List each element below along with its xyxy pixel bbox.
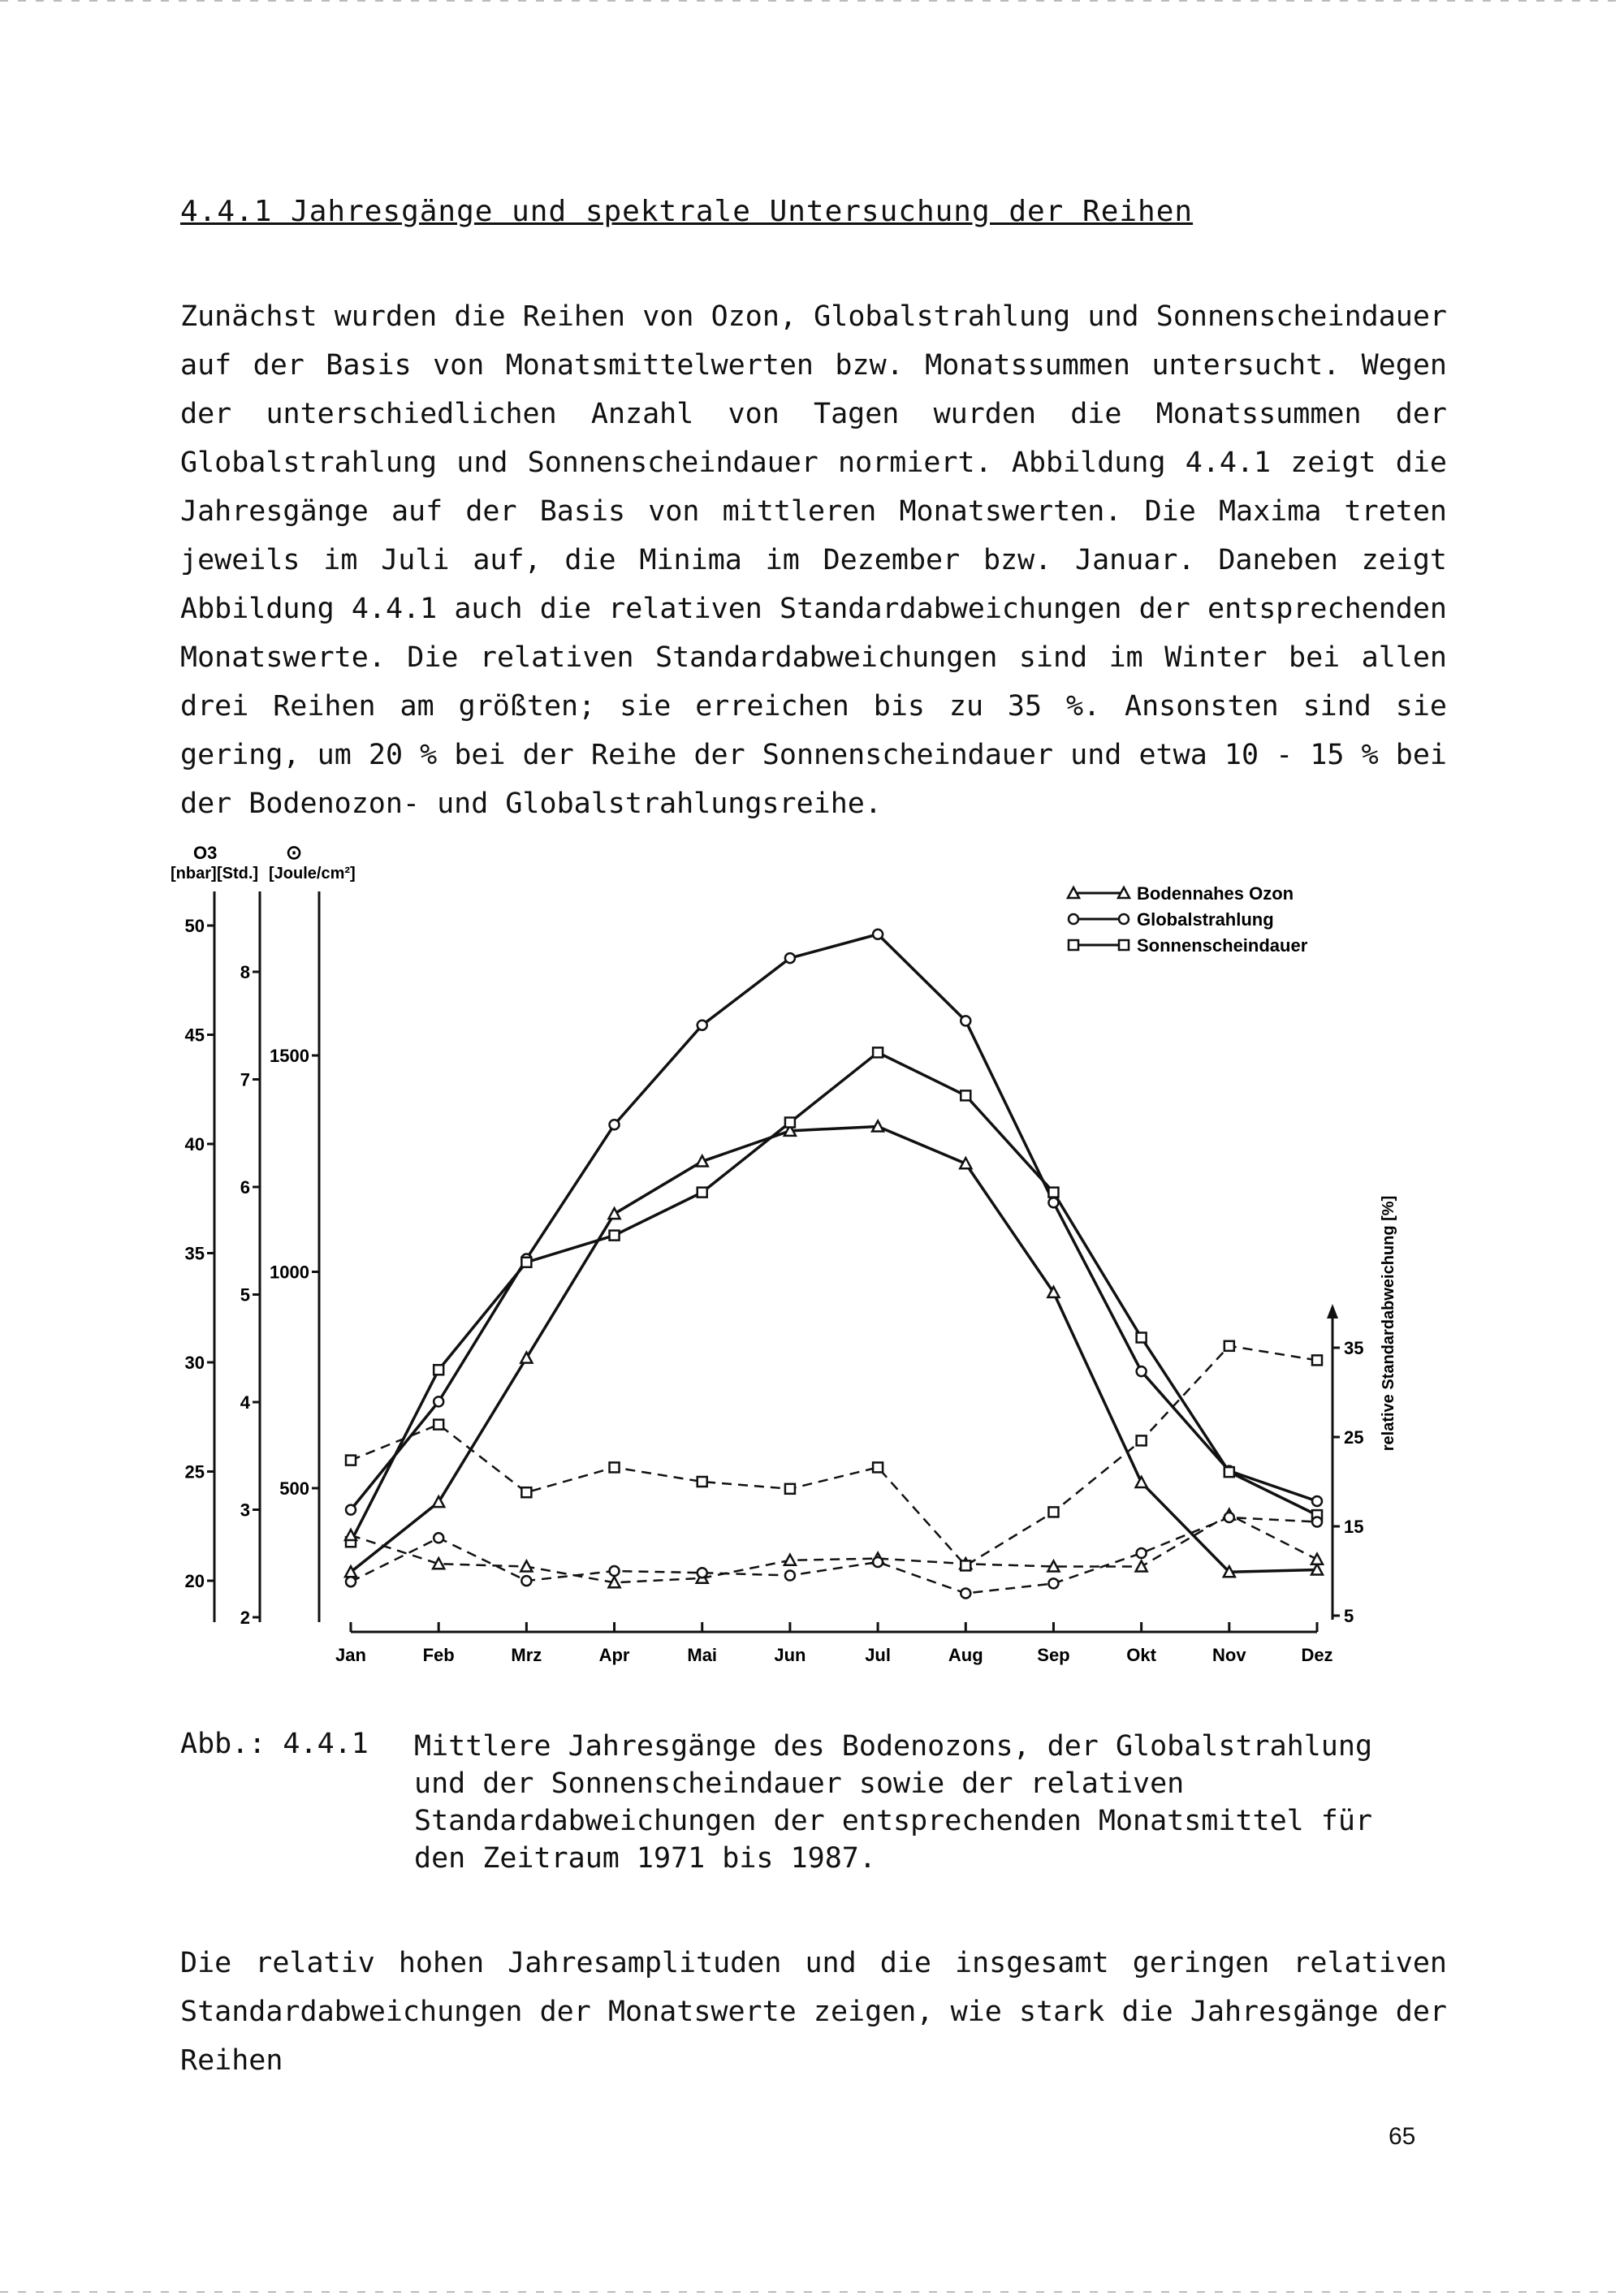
paragraph-continuation: Die relativ hohen Jahresamplituden und die insgesamt geringen relativen Standardabweichungen der Monatswerte zeigen, wie stark die Jahresgänge der Reihen — [180, 1947, 1447, 2077]
data-point — [873, 1557, 883, 1567]
data-point — [784, 1555, 796, 1565]
legend-marker — [1069, 940, 1078, 950]
legend — [1068, 883, 1308, 956]
month-tick-label: Aug — [948, 1645, 983, 1665]
data-point — [521, 1487, 531, 1497]
data-point — [434, 1396, 443, 1406]
series-line — [351, 934, 1317, 1510]
data-point — [1137, 1366, 1147, 1376]
ozone-axis-symbol: O3 — [193, 843, 218, 863]
series-1 — [346, 930, 1322, 1515]
ozone-axis-tick-label: 20 — [184, 1571, 205, 1591]
data-point — [873, 930, 883, 939]
month-tick-label: Jun — [774, 1645, 806, 1665]
data-point — [785, 1484, 795, 1494]
axes-group — [185, 891, 1364, 1665]
rel-std-axis-tick-label: 15 — [1344, 1517, 1364, 1537]
ozone-axis-tick-label: 35 — [184, 1243, 205, 1264]
data-point — [961, 1589, 970, 1599]
month-tick-label: Mrz — [511, 1645, 542, 1665]
data-point — [434, 1533, 443, 1543]
data-point — [346, 1577, 356, 1586]
sunshine-axis-tick-label: 2 — [240, 1608, 250, 1628]
data-point — [698, 1021, 707, 1030]
figure-caption-text: Mittlere Jahresgänge des Bodenozons, der Globalstrahlung und der Sonnenscheindauer sowie der relativen Standardabweichungen der entsprechenden Monatsmittel für den Zeitraum 1971 bis 1987. — [414, 1730, 1373, 1875]
data-point — [1137, 1435, 1147, 1445]
data-point — [610, 1120, 620, 1129]
data-point — [785, 1118, 795, 1128]
month-tick-label: Feb — [422, 1645, 455, 1665]
data-point — [1311, 1564, 1323, 1575]
data-point — [960, 1158, 971, 1168]
series-group — [345, 930, 1323, 1599]
data-point — [961, 1090, 970, 1100]
data-point — [610, 1566, 620, 1576]
ozone-axis-tick-label: 45 — [184, 1025, 205, 1046]
month-tick-label: Jan — [335, 1645, 366, 1665]
month-tick-label: Dez — [1301, 1645, 1333, 1665]
legend-label: Sonnenscheindauer — [1137, 935, 1308, 956]
data-point — [609, 1577, 620, 1587]
legend-label: Bodennahes Ozon — [1137, 883, 1294, 904]
data-point — [698, 1568, 707, 1577]
legend-marker — [1119, 914, 1129, 924]
legend-marker — [1119, 940, 1129, 950]
data-point — [785, 1571, 795, 1581]
data-point — [521, 1258, 531, 1267]
data-point — [1137, 1548, 1147, 1558]
data-point — [1048, 1188, 1058, 1198]
data-point — [433, 1558, 444, 1569]
data-point — [1136, 1561, 1147, 1572]
data-point — [610, 1231, 620, 1241]
data-point — [873, 1047, 883, 1057]
data-point — [434, 1420, 443, 1430]
data-point — [1224, 1513, 1234, 1522]
sunshine-axis-tick-label: 8 — [240, 962, 250, 982]
data-point — [521, 1576, 531, 1586]
sunshine-axis-tick-label: 5 — [240, 1284, 250, 1306]
data-point — [1312, 1496, 1322, 1506]
data-point — [697, 1156, 708, 1167]
data-point — [434, 1365, 443, 1375]
data-point — [1047, 1561, 1059, 1572]
data-point — [1136, 1477, 1147, 1487]
legend-marker — [1118, 887, 1129, 898]
data-point — [1311, 1554, 1323, 1564]
radiation-axis-tick-label: 1500 — [270, 1046, 309, 1066]
data-point — [872, 1120, 883, 1131]
data-point — [520, 1561, 532, 1572]
series-0 — [345, 1120, 1323, 1577]
radiation-axis-symbol: ⊙ — [286, 842, 303, 864]
series-5 — [346, 1341, 1322, 1571]
month-tick-label: Jul — [865, 1645, 891, 1665]
data-point — [1224, 1467, 1234, 1477]
data-point — [698, 1477, 707, 1487]
month-tick-label: Okt — [1126, 1645, 1156, 1665]
data-point — [346, 1456, 356, 1465]
series-4 — [346, 1513, 1322, 1599]
data-point — [1312, 1355, 1322, 1365]
month-tick-label: Nov — [1212, 1645, 1246, 1665]
figure-caption-label: Abb.: 4.4.1 — [180, 1728, 369, 1760]
data-point — [1312, 1517, 1322, 1527]
month-tick-label: Apr — [598, 1645, 630, 1665]
radiation-axis-tick-label: 1000 — [270, 1262, 309, 1283]
ozone-axis-tick-label: 40 — [184, 1134, 205, 1154]
page-number: 65 — [1389, 2123, 1416, 2150]
data-point — [1048, 1507, 1058, 1517]
month-tick-label: Mai — [687, 1645, 718, 1665]
sunshine-axis-tick-label: 7 — [240, 1069, 250, 1090]
data-point — [1137, 1333, 1147, 1343]
data-point — [961, 1560, 970, 1570]
data-point — [346, 1505, 356, 1515]
series-line — [351, 1517, 1317, 1594]
data-point — [961, 1016, 970, 1025]
legend-marker — [1069, 914, 1078, 924]
data-point — [698, 1188, 707, 1198]
series-3 — [345, 1509, 1323, 1588]
data-point — [1048, 1578, 1058, 1588]
series-line — [351, 1346, 1317, 1566]
sunshine-axis-unit: [Std.] — [217, 865, 259, 883]
series-line — [351, 1126, 1317, 1572]
rel-std-axis-label: relative Standardabweichung [%] — [1380, 1195, 1397, 1452]
series-line — [351, 1515, 1317, 1583]
ozone-axis-tick-label: 50 — [184, 916, 205, 936]
radiation-axis-tick-label: 500 — [279, 1478, 309, 1499]
data-point — [610, 1462, 620, 1472]
rel-std-axis-tick-label: 5 — [1344, 1606, 1354, 1626]
section-heading: 4.4.1 Jahresgänge und spektrale Untersuchung der Reihen — [180, 195, 1194, 228]
data-point — [609, 1208, 620, 1219]
ozone-axis-tick-label: 30 — [184, 1353, 205, 1373]
rel-std-axis-tick-label: 25 — [1344, 1427, 1364, 1448]
axis-header-labels — [171, 842, 1397, 1451]
month-tick-label: Sep — [1037, 1645, 1070, 1665]
data-point — [1224, 1341, 1234, 1351]
data-point — [785, 953, 795, 963]
paragraph-intro: Zunächst wurden die Reihen von Ozon, Globalstrahlung und Sonnenscheindauer auf der Basis von Monatsmittelwerten bzw. Monatssummen untersucht. Wegen der unterschiedlichen Anzahl von Tagen wurden die Monatssummen der Globalstrahlung und Sonnenscheindauer normiert. Abbildung 4.4.1 zeigt die Jahresgänge auf der Basis von mittleren Monatswerten. Die Maxima treten jeweils im Juli auf, die Minima im Dezember bzw. Januar. Daneben zeigt Abbildung 4.4.1 auch die relativen Standardabweichungen der entsprechenden Monatswerte. Die relativen Standardabweichungen sind im Winter bei allen drei Reihen am größten; sie erreichen bis zu 35 %. Ansonsten sind sie gering, um 20 % bei der Reihe der Sonnenscheindauer und etwa 10 - 15 % bei der Bodenozon- und Globalstrahlungsreihe. — [180, 300, 1447, 820]
scan-border-bottom — [0, 2291, 1624, 2293]
sunshine-axis-tick-label: 3 — [240, 1500, 250, 1521]
rel-std-axis-tick-label: 35 — [1344, 1338, 1364, 1358]
legend-marker — [1068, 887, 1079, 898]
radiation-axis-unit: [Joule/cm²] — [269, 865, 356, 883]
sunshine-axis-tick-label: 6 — [240, 1177, 250, 1198]
sunshine-axis-tick-label: 4 — [240, 1392, 250, 1413]
ozone-axis-tick-label: 25 — [184, 1461, 205, 1482]
rel-std-axis-arrow — [1327, 1304, 1338, 1318]
series-2 — [346, 1047, 1322, 1547]
ozone-axis-unit: [nbar] — [171, 865, 217, 883]
data-point — [873, 1462, 883, 1472]
legend-label: Globalstrahlung — [1137, 909, 1274, 930]
